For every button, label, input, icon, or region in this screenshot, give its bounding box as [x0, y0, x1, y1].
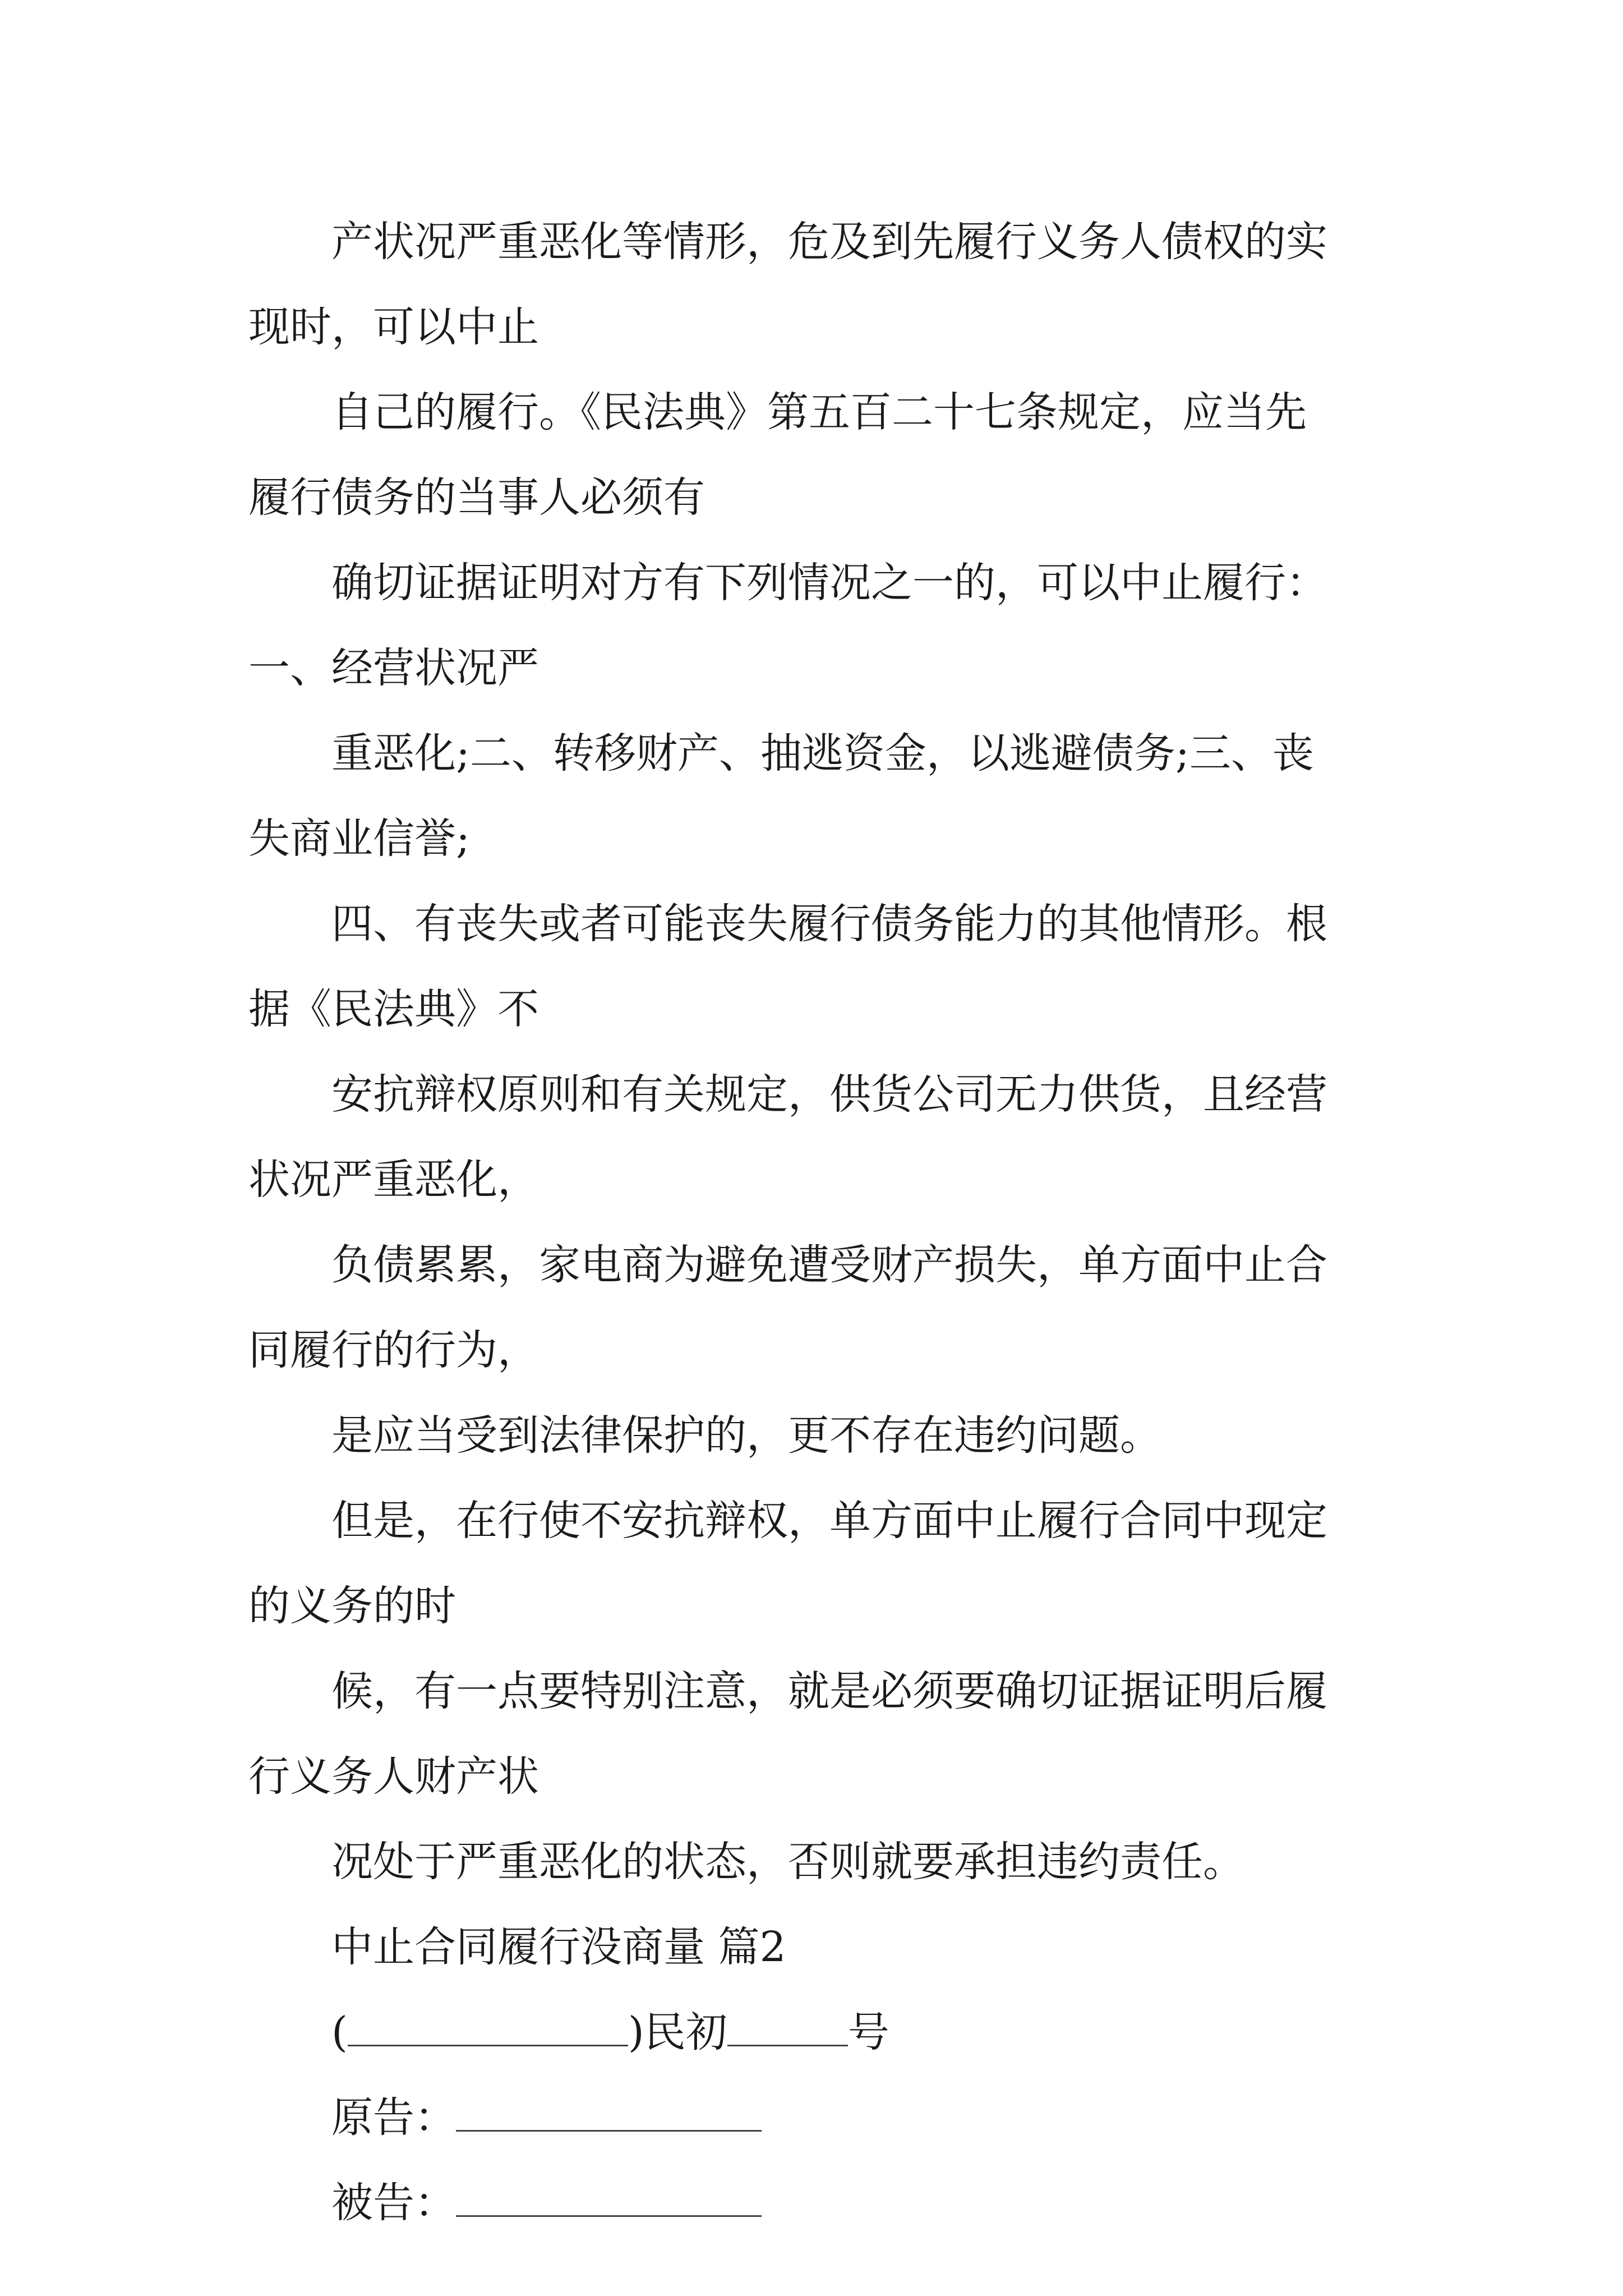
- plaintiff-label: 原告：: [331, 2093, 456, 2142]
- text-line: 失商业信誉;: [248, 815, 470, 863]
- text-line: 重恶化;二、转移财产、抽逃资金，以逃避债务;三、丧: [331, 729, 1314, 777]
- plaintiff-blank: [456, 2093, 762, 2132]
- text-line: 据《民法典》不: [248, 985, 539, 1033]
- text-line: 状况严重恶化，: [248, 1156, 539, 1204]
- text-line: 候，有一点要特别注意，就是必须要确切证据证明后履: [331, 1667, 1327, 1715]
- case-number-suffix: 号: [847, 2008, 889, 2056]
- text-line: 的义务的时: [248, 1582, 456, 1630]
- case-year-blank: [348, 2008, 628, 2046]
- text-line: 但是，在行使不安抗辩权，单方面中止履行合同中现定: [331, 1497, 1327, 1545]
- plaintiff-line: [248, 2075, 1376, 2160]
- text-line: 确切证据证明对方有下列情况之一的，可以中止履行：: [331, 559, 1327, 607]
- text-line: 产状况严重恶化等情形，危及到先履行义务人债权的实: [331, 218, 1327, 266]
- document-body: [248, 199, 1376, 2246]
- text-line: 负债累累，家电商为避免遭受财产损失，单方面中止合: [331, 1241, 1327, 1289]
- case-number-line: [248, 1990, 1376, 2075]
- section-title: 中止合同履行没商量 篇2: [331, 1923, 786, 1971]
- text-line: 同履行的行为，: [248, 1326, 539, 1374]
- text-line: 行义务人财产状: [248, 1752, 539, 1801]
- defendant-label: 被告：: [331, 2179, 456, 2227]
- text-line: 一、经营状况严: [248, 644, 539, 692]
- case-number-close: )民初: [628, 2008, 727, 2056]
- defendant-line: [248, 2160, 1376, 2246]
- text-line: 况处于严重恶化的状态，否则就要承担违约责任。: [331, 1838, 1244, 1886]
- case-number-blank: [727, 2008, 848, 2046]
- case-number-open: (: [331, 2008, 348, 2056]
- text-line: 现时，可以中止: [248, 303, 539, 351]
- text-line: 自己的履行。《民法典》第五百二十七条规定，应当先: [331, 388, 1307, 436]
- text-line: 是应当受到法律保护的，更不存在违约问题。: [331, 1411, 1161, 1460]
- text-line: 安抗辩权原则和有关规定，供货公司无力供货，且经营: [331, 1070, 1327, 1119]
- text-line: 四、有丧失或者可能丧失履行债务能力的其他情形。根: [331, 900, 1327, 948]
- text-line: 履行债务的当事人必须有: [248, 473, 705, 522]
- defendant-blank: [456, 2178, 762, 2217]
